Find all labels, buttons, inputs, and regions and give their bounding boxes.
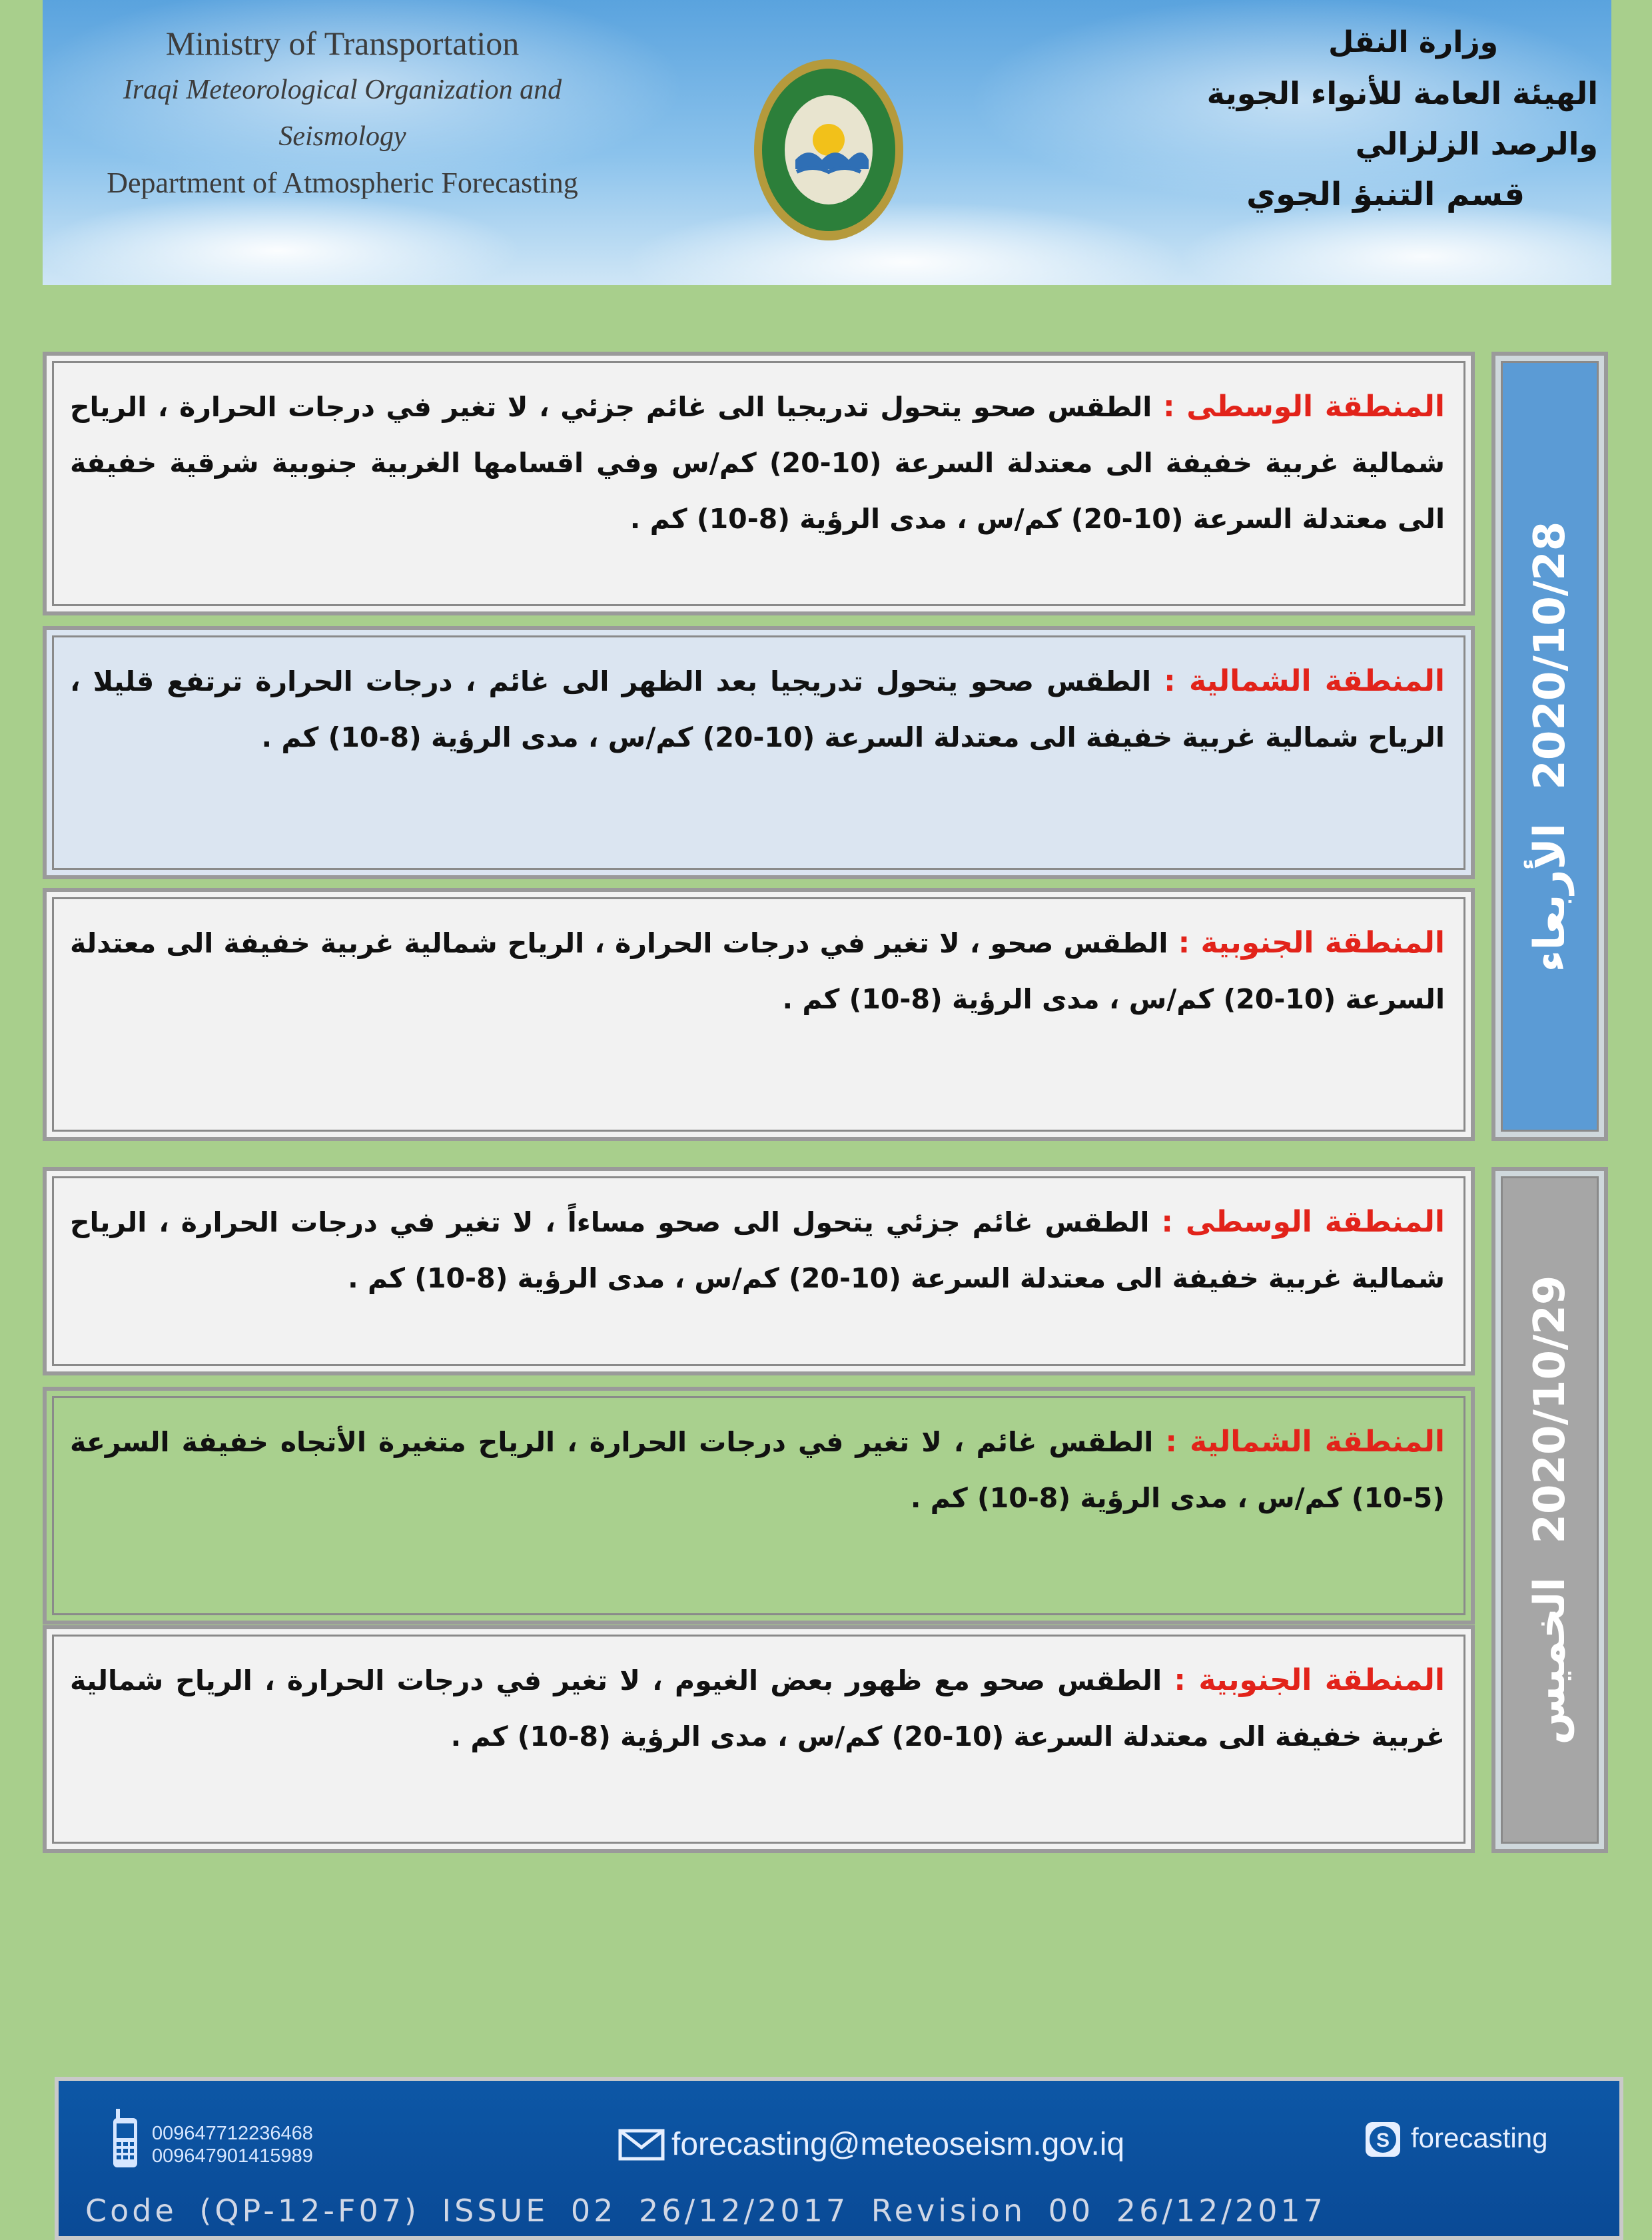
day-name: الأربعاء: [1525, 823, 1575, 972]
date-bar-day1: [1491, 352, 1608, 1141]
skype-handle: forecasting: [1411, 2122, 1548, 2153]
region-box-central: [43, 352, 1475, 615]
organization-seal-icon: [749, 53, 909, 246]
department-name-ar: قسم التنبؤ الجوي: [1246, 176, 1525, 213]
ministry-name-ar: وزارة النقل: [1328, 25, 1498, 59]
region-forecast-text: الطقس صحو ، لا تغير في درجات الحرارة ، الرياح شمالية غربية خفيفة الى معتدلة السرعة (10-20) كم/س ، مدى الرؤية (8-10) كم .: [70, 927, 1445, 1015]
header-english: [69, 20, 616, 206]
contact-email: forecasting@meteoseism.gov.iq: [671, 2127, 1125, 2162]
day-date-label: [1525, 1276, 1575, 1745]
document-code-line: Code (QP-12-F07) ISSUE 02 26/12/2017 Revision 00 26/12/2017: [85, 2193, 1326, 2229]
day-date: 2020/10/28: [1525, 521, 1575, 790]
region-box-central: [43, 1167, 1475, 1375]
day-forecast-1: [43, 352, 1615, 1141]
region-label: المنطقة الشمالية :: [1164, 664, 1445, 698]
day-date: 2020/10/29: [1525, 1275, 1575, 1544]
day-forecast-2: [43, 1167, 1615, 1853]
organization-name-en: Iraqi Meteorological Organization and Seismology: [123, 75, 562, 152]
footer-contact-bar: [55, 2077, 1623, 2240]
skype-icon: [1364, 2121, 1402, 2158]
phone-number-2: 009647901415989: [152, 2145, 313, 2167]
region-box-south: [43, 888, 1475, 1141]
region-box-south: [43, 1625, 1475, 1853]
region-label: المنطقة الشمالية :: [1165, 1425, 1445, 1459]
region-box-north: [43, 626, 1475, 879]
region-label: المنطقة الوسطى :: [1162, 390, 1445, 424]
envelope-icon: [618, 2129, 665, 2161]
mobile-phone-icon: [109, 2107, 141, 2171]
svg-text:S: S: [1376, 2129, 1390, 2151]
phone-numbers: [152, 2122, 313, 2167]
header-banner: [43, 0, 1611, 285]
region-label: المنطقة الجنوبية :: [1178, 926, 1445, 960]
day-name: الخميس: [1525, 1577, 1575, 1745]
region-forecast-text: الطقس صحو يتحول تدريجيا بعد الظهر الى غائم ، درجات الحرارة ترتفع قليلا ، الرياح شمالية غربية خفيفة الى معتدلة السرعة (10-20) كم/س ، مدى الرؤية (8-10) كم .: [70, 665, 1445, 753]
day-date-label: [1525, 521, 1575, 972]
region-forecast-text: الطقس صحو يتحول تدريجيا الى غائم جزئي ، لا تغير في درجات الحرارة ، الرياح شمالية غربية خفيفة الى معتدلة السرعة (10-20) كم/س وفي اقسامها الغربية جنوبية شرقية خفيفة الى معتدلة السرعة (10-20) كم/س ، مدى الرؤية (8-10) كم .: [70, 391, 1445, 535]
department-name-en: Department of Atmospheric Forecasting: [107, 167, 578, 199]
region-forecast-text: الطقس غائم ، لا تغير في درجات الحرارة ، الرياح متغيرة الأتجاه خفيفة السرعة (5-10) كم/س ، مدى الرؤية (8-10) كم .: [70, 1426, 1445, 1514]
region-label: المنطقة الوسطى :: [1161, 1205, 1445, 1239]
ministry-name-en: Ministry of Transportation: [165, 25, 520, 62]
date-bar-day2: [1491, 1167, 1608, 1853]
region-box-north: [43, 1387, 1475, 1625]
header-arabic: [1092, 17, 1598, 220]
phone-number-1: 009647712236468: [152, 2123, 313, 2144]
organization-name-ar: الهيئة العامة للأنواء الجوية والرصد الزلزالي: [1206, 75, 1598, 162]
region-label: المنطقة الجنوبية :: [1174, 1663, 1445, 1697]
region-forecast-text: الطقس غائم جزئي يتحول الى صحو مساءاً ، لا تغير في درجات الحرارة ، الرياح شمالية غربية خفيفة الى معتدلة السرعة (10-20) كم/س ، مدى الرؤية (8-10) كم .: [70, 1206, 1445, 1294]
region-forecast-text: الطقس صحو مع ظهور بعض الغيوم ، لا تغير في درجات الحرارة ، الرياح شمالية غربية خفيفة الى معتدلة السرعة (10-20) كم/س ، مدى الرؤية (8-10) كم .: [70, 1665, 1445, 1752]
